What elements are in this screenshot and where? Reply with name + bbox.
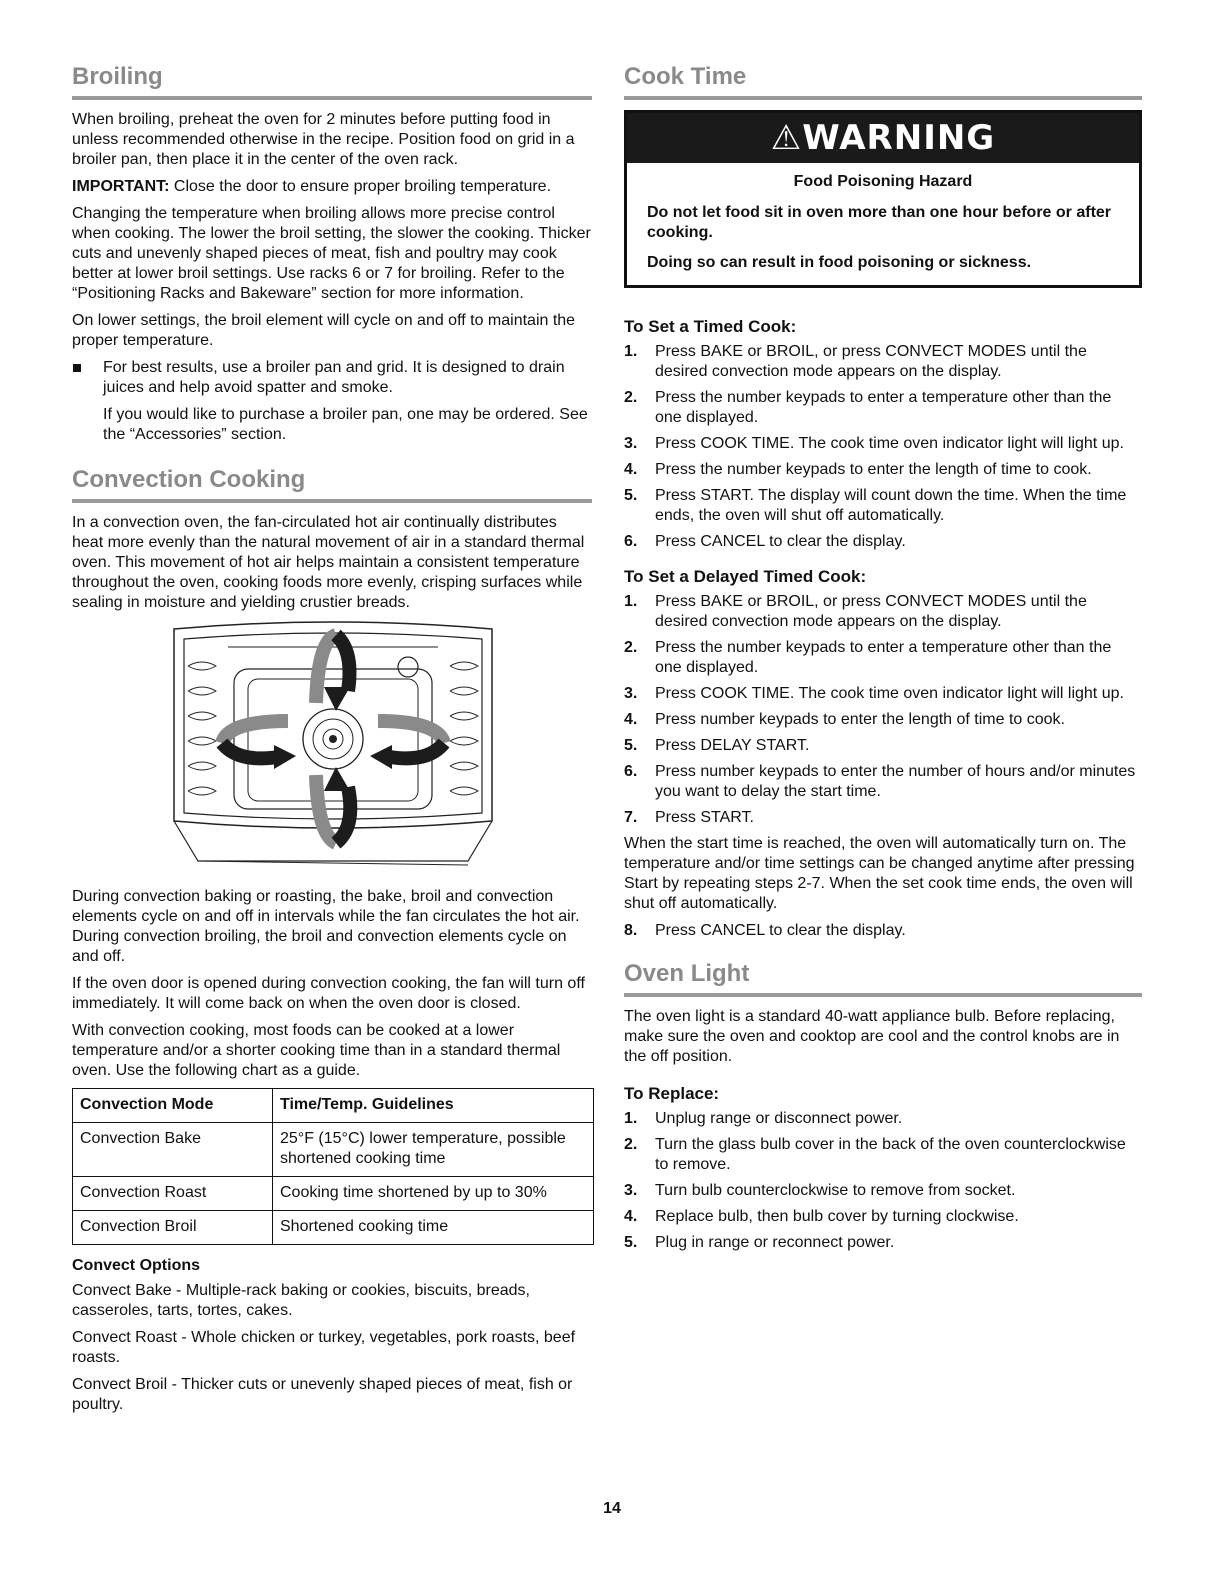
list-item: 6. Press number keypads to enter the number of hours and/or minutes you want to delay the start time. <box>624 763 1136 800</box>
bullet-square-icon <box>72 358 103 398</box>
warning-line-1: Do not let food sit in oven more than one hour before or after cooking. <box>647 204 1112 241</box>
warning-header <box>627 113 1139 163</box>
list-item: 2. Turn the glass bulb cover in the back of the oven counterclockwise to remove. <box>624 1136 1126 1173</box>
list-item: 1. Press BAKE or BROIL, or press CONVECT MODES until the desired convection mode appears on the display. <box>624 593 1087 630</box>
delayed-cook-heading: To Set a Delayed Timed Cook: <box>624 567 867 586</box>
warning-body <box>627 163 1139 285</box>
warning-box <box>624 110 1142 288</box>
list-item: 3. Press COOK TIME. The cook time oven indicator light will light up. <box>624 685 1124 702</box>
replace-heading: To Replace: <box>624 1084 720 1103</box>
table-header-guidelines: Time/Temp. Guidelines <box>273 1089 594 1123</box>
broiling-paragraph-1: When broiling, preheat the oven for 2 minutes before putting food in unless recommended otherwise in the recipe. Position food on grid in a broiler pan, then place it in the center of the oven rack. <box>72 111 575 168</box>
list-item: 4. Replace bulb, then bulb cover by turning clockwise. <box>624 1208 1019 1225</box>
list-item: 2. Press the number keypads to enter a temperature other than the one displayed. <box>624 639 1112 676</box>
convect-option-roast: Convect Roast - Whole chicken or turkey, vegetables, pork roasts, beef roasts. <box>72 1329 576 1366</box>
table-row <box>73 1123 594 1177</box>
list-item: 8. Press CANCEL to clear the display. <box>624 922 906 939</box>
table-cell: 25°F (15°C) lower temperature, possible shortened cooking time <box>273 1123 594 1177</box>
list-item: 3. Turn bulb counterclockwise to remove from socket. <box>624 1182 1016 1199</box>
list-item: 4. Press number keypads to enter the length of time to cook. <box>624 711 1065 728</box>
list-item: 5. Press START. The display will count down the time. When the time ends, the oven will shut off automatically. <box>624 487 1127 524</box>
oven-fan-illustration <box>168 621 498 873</box>
convection-paragraph-2: During convection baking or roasting, the bake, broil and convection elements cycle on and off in intervals while the fan circulates the hot air. During convection broiling, the broil and convection elements cycle on and off. <box>72 888 580 965</box>
delayed-cook-steps <box>624 592 1142 828</box>
convection-paragraph-1: In a convection oven, the fan-circulated hot air continually distributes heat more evenly than the natural movement of air in a standard thermal oven. This movement of hot air helps maintain a consistent temperature throughout the oven, cooking foods more evenly, crisping surfaces while sealing in moisture and yielding crustier breads. <box>72 514 585 611</box>
list-item: 6. Press CANCEL to clear the display. <box>624 533 906 550</box>
broiling-bullet-text: For best results, use a broiler pan and grid. It is designed to drain juices and help avoid spatter and smoke. <box>103 359 565 396</box>
oven-light-heading: Oven Light <box>624 959 1142 997</box>
replace-steps <box>624 1109 1142 1253</box>
important-label: IMPORTANT: <box>72 178 170 195</box>
timed-cook-heading: To Set a Timed Cook: <box>624 317 797 336</box>
oven-light-paragraph: The oven light is a standard 40-watt appliance bulb. Before replacing, make sure the oven and cooktop are cool and the control knobs are in the off position. <box>624 1008 1120 1065</box>
warning-triangle-icon: ⚠ <box>770 118 803 158</box>
broiling-paragraph-4: On lower settings, the broil element will cycle on and off to maintain the proper temperature. <box>72 312 576 349</box>
convection-oven-diagram <box>168 621 498 873</box>
list-item: 1. Press BAKE or BROIL, or press CONVECT MODES until the desired convection mode appears on the display. <box>624 343 1087 380</box>
broiling-paragraph-3: Changing the temperature when broiling allows more precise control when cooking. The lower the broil setting, the slower the cooking. Thicker cuts and unevenly shaped pieces of meat, fish and poultry may cook better at lower broil settings. Use racks 6 or 7 for broiling. Refer to the “Positioning Racks and Bakeware” section for more information. <box>72 205 591 302</box>
list-item: 1. Unplug range or disconnect power. <box>624 1110 903 1127</box>
table-header-row <box>73 1089 594 1123</box>
convect-options-heading: Convect Options <box>72 1257 201 1274</box>
warning-title: WARNING <box>802 118 996 158</box>
table-cell: Cooking time shortened by up to 30% <box>273 1177 594 1211</box>
list-item: 4. Press the number keypads to enter the length of time to cook. <box>624 461 1092 478</box>
table-row <box>73 1211 594 1245</box>
table-cell: Convection Bake <box>73 1123 273 1177</box>
table-header-mode: Convection Mode <box>73 1089 273 1123</box>
warning-line-2: Doing so can result in food poisoning or sickness. <box>647 254 1032 271</box>
list-item: 3. Press COOK TIME. The cook time oven indicator light will light up. <box>624 435 1124 452</box>
important-text: Close the door to ensure proper broiling temperature. <box>169 178 552 195</box>
delayed-cook-step-8 <box>624 921 1142 941</box>
broiling-bullet <box>72 358 592 398</box>
broiling-bullet-subtext: If you would like to purchase a broiler pan, one may be ordered. See the “Accessories” section. <box>103 406 588 443</box>
list-item: 2. Press the number keypads to enter a temperature other than the one displayed. <box>624 389 1112 426</box>
left-column <box>72 62 592 1422</box>
cook-time-heading: Cook Time <box>624 62 1142 100</box>
list-item: 7. Press START. <box>624 809 754 826</box>
table-cell: Convection Roast <box>73 1177 273 1211</box>
convect-option-broil: Convect Broil - Thicker cuts or unevenly shaped pieces of meat, fish or poultry. <box>72 1376 573 1413</box>
table-cell: Convection Broil <box>73 1211 273 1245</box>
broiling-heading: Broiling <box>72 62 592 100</box>
convection-paragraph-3: If the oven door is opened during convection cooking, the fan will turn off immediately. It will come back on when the oven door is closed. <box>72 975 585 1012</box>
right-column <box>624 62 1142 1259</box>
convection-heading: Convection Cooking <box>72 465 592 503</box>
list-item: 5. Press DELAY START. <box>624 737 810 754</box>
convection-guide-table <box>72 1088 594 1245</box>
delayed-cook-note: When the start time is reached, the oven will automatically turn on. The temperature and/or time settings can be changed anytime after pressing Start by repeating steps 2-7. When the set cook time ends, the oven will shut off automatically. <box>624 835 1135 912</box>
timed-cook-steps <box>624 342 1142 552</box>
table-row <box>73 1177 594 1211</box>
list-item: 5. Plug in range or reconnect power. <box>624 1234 895 1251</box>
broiling-important <box>72 177 592 197</box>
warning-hazard: Food Poisoning Hazard <box>793 173 973 190</box>
convect-option-bake: Convect Bake - Multiple-rack baking or cookies, biscuits, breads, casseroles, tarts, tortes, cakes. <box>72 1282 530 1319</box>
page-number: 14 <box>603 1500 621 1517</box>
convection-paragraph-4: With convection cooking, most foods can be cooked at a lower temperature and/or a shorter cooking time than in a standard thermal oven. Use the following chart as a guide. <box>72 1022 561 1079</box>
table-cell: Shortened cooking time <box>273 1211 594 1245</box>
